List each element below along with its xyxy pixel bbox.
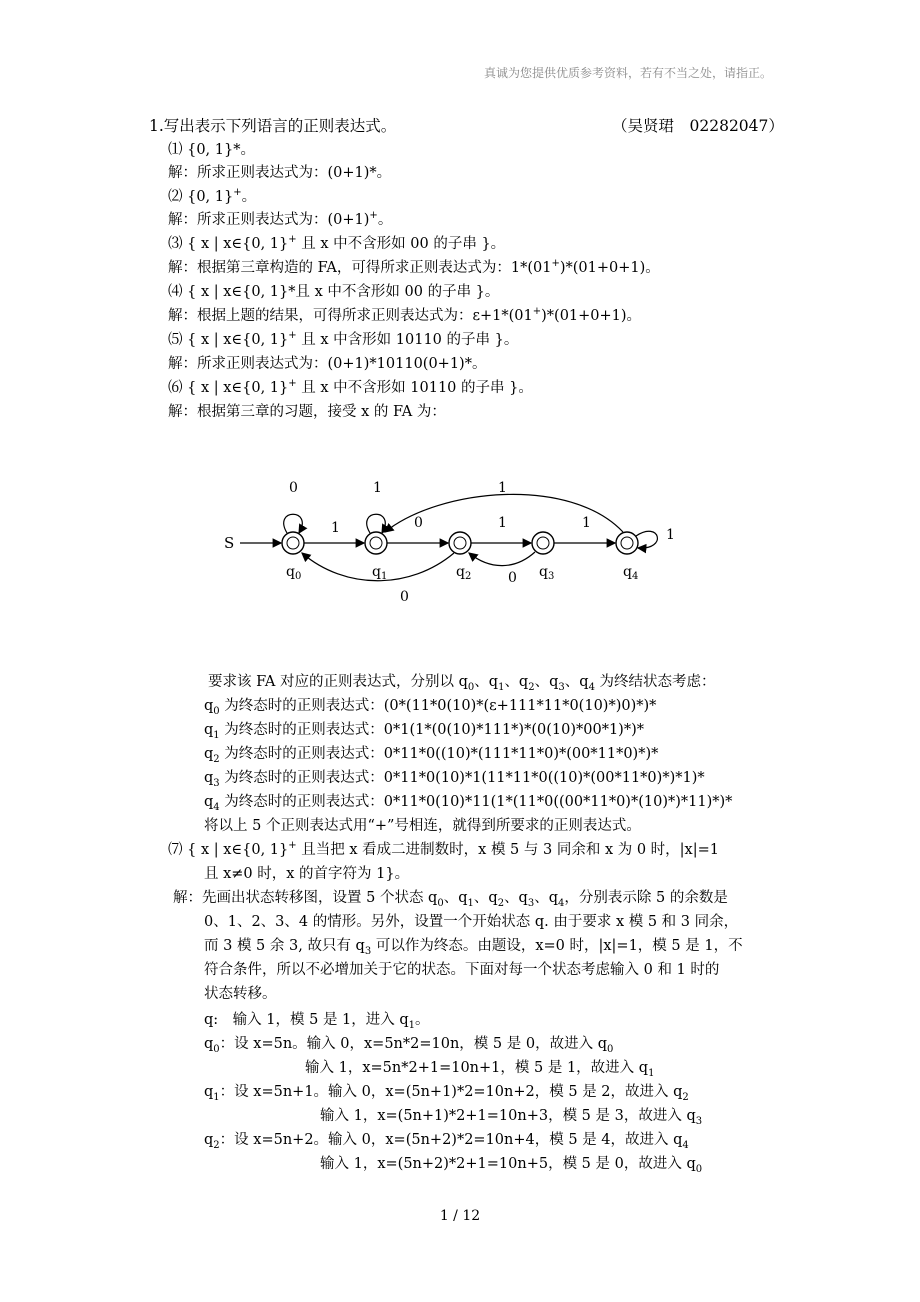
edge-q0-q0 [284, 514, 303, 533]
regex-q2: $q_2$ 为终态时的正则表达式：0*11*0((10)*(111*11*0)*(00*11*0)*)* [204, 746, 659, 765]
transition-q1-input1: 输入 1，x=(5n+1)*2+1=10n+3，模 5 是 3，故进入 $q_3$ [320, 1108, 703, 1127]
edge-q3-q2 [469, 552, 535, 566]
edge-label-q0-q1: 1 [331, 520, 340, 536]
transition-q: q: 输入 1，模 5 是 1，进入 $q_1$。 [204, 1012, 430, 1031]
transition-q1-input0: $q_1$：设 x=5n+1。输入 0，x=(5n+1)*2=10n+2，模 5 是 2，故进入 $q_2$ [204, 1084, 689, 1103]
problem-7-solution-4: 符合条件，所以不必增加关于它的状态。下面对每一个状态考虑输入 0 和 1 时的 [204, 962, 720, 978]
state-q4 [616, 532, 638, 554]
transition-q2-input1: 输入 1，x=(5n+2)*2+1=10n+5，模 5 是 0，故进入 $q_0$ [320, 1156, 703, 1175]
state-label-q4: $q_4$ [623, 564, 639, 582]
problem-7-line2: 且 x≠0 时，x 的首字符为 1}。 [204, 866, 410, 882]
question-title: 1.写出表示下列语言的正则表达式。 [149, 117, 397, 135]
solution-6: 解：根据第三章的习题，接受 x 的 FA 为： [168, 404, 446, 420]
regex-intro: 要求该 FA 对应的正则表达式，分别以 $q_0$、$q_1$、$q_2$、$q_3$、$q_4$ 为终结状态考虑： [208, 674, 716, 693]
edge-label-q3-q4: 1 [582, 515, 591, 531]
start-label: S [224, 534, 235, 552]
regex-q4: $q_4$ 为终态时的正则表达式：0*11*0(10)*11(1*(11*0((00*11*0)*(10)*)*11)*)* [204, 794, 733, 813]
solution-2: 解：所求正则表达式为：(0+1)+。 [168, 210, 393, 228]
edge-label-q4-q4: 1 [666, 527, 675, 543]
regex-q0: $q_0$ 为终态时的正则表达式：(0*(11*0(10)*(ε+111*11*0(10)*)0)*)* [204, 698, 657, 717]
state-q1 [365, 532, 387, 554]
problem-1: ⑴ {0, 1}*。 [168, 142, 255, 158]
problem-7-solution-1: 解：先画出状态转移图，设置 5 个状态 $q_0$、$q_1$、$q_2$、$q_3$、$q_4$，分别表示除 5 的余数是 [173, 890, 728, 909]
solution-4: 解：根据上题的结果，可得所求正则表达式为：ε+1*(01+)*(01+0+1)。 [168, 306, 642, 324]
edge-label-q0-q0: 0 [289, 480, 298, 496]
state-label-q2: $q_2$ [456, 564, 472, 582]
header-note: 真诚为您提供优质参考资料，若有不当之处，请指正。 [483, 66, 772, 80]
problem-7-line1: ⑺ { x | x∈{0, 1}+ 且当把 x 看成二进制数时，x 模 5 与 3 同余和 x 为 0 时，|x|=1 [168, 840, 719, 858]
regex-conclusion: 将以上 5 个正则表达式用“+”号相连，就得到所要求的正则表达式。 [204, 818, 641, 834]
solution-5: 解：所求正则表达式为：(0+1)*10110(0+1)*。 [168, 356, 487, 372]
state-q3 [532, 532, 554, 554]
edge-q4-q4 [636, 531, 657, 548]
state-q2 [449, 532, 471, 554]
problem-6: ⑹ { x | x∈{0, 1}+ 且 x 中不含形如 10110 的子串 }。 [168, 378, 533, 396]
problem-7-solution-5: 状态转移。 [204, 986, 277, 1002]
edge-label-q2-q0: 0 [400, 589, 409, 605]
edge-label-q4-q1: 1 [498, 480, 507, 496]
edge-label-q1-q1: 1 [373, 480, 382, 496]
problem-2: ⑵ {0, 1}+。 [168, 187, 257, 205]
edge-label-q2-q3: 1 [498, 515, 507, 531]
author-note: （吴贤珺 02282047） [612, 117, 784, 135]
problem-7-solution-3: 而 3 模 5 余 3, 故只有 $q_3$ 可以作为终态。由题设，x=0 时，|x|=1，模 5 是 1，不 [204, 938, 743, 957]
transition-q0-input0: $q_0$：设 x=5n。输入 0，x=5n*2=10n，模 5 是 0，故进入 $q_0$ [204, 1036, 614, 1055]
solution-1: 解：所求正则表达式为：(0+1)*。 [168, 165, 392, 181]
edge-label-q1-q2: 0 [414, 515, 423, 531]
problem-3: ⑶ { x | x∈{0, 1}+ 且 x 中不含形如 00 的子串 }。 [168, 234, 506, 252]
transition-q0-input1: 输入 1，x=5n*2+1=10n+1，模 5 是 1，故进入 $q_1$ [305, 1060, 655, 1079]
state-label-q3: $q_3$ [539, 564, 555, 582]
problem-5: ⑸ { x | x∈{0, 1}+ 且 x 中含形如 10110 的子串 }。 [168, 330, 519, 348]
problem-7-solution-2: 0、1、2、3、4 的情形。另外，设置一个开始状态 q. 由于要求 x 模 5 和 3 同余， [204, 914, 739, 930]
fa-diagram [210, 468, 690, 608]
state-q0 [282, 532, 304, 554]
page-number: 1 / 12 [439, 1208, 481, 1224]
transition-q2-input0: $q_2$：设 x=5n+2。输入 0，x=(5n+2)*2=10n+4，模 5 是 4，故进入 $q_4$ [204, 1132, 689, 1151]
solution-3: 解：根据第三章构造的 FA，可得所求正则表达式为：1*(01+)*(01+0+1)。 [168, 258, 660, 276]
regex-q3: $q_3$ 为终态时的正则表达式：0*11*0(10)*1(11*11*0((10)*(00*11*0)*)*1)* [204, 770, 705, 789]
problem-4: ⑷ { x | x∈{0, 1}*且 x 中不含形如 00 的子串 }。 [168, 284, 500, 300]
state-label-q0: $q_0$ [286, 564, 302, 582]
edge-label-q3-q2: 0 [508, 570, 517, 586]
state-label-q1: $q_1$ [372, 564, 388, 582]
edge-q1-q1 [367, 514, 386, 533]
regex-q1: $q_1$ 为终态时的正则表达式：0*1(1*(0(10)*111*)*(0(10)*00*1)*)* [204, 722, 644, 741]
